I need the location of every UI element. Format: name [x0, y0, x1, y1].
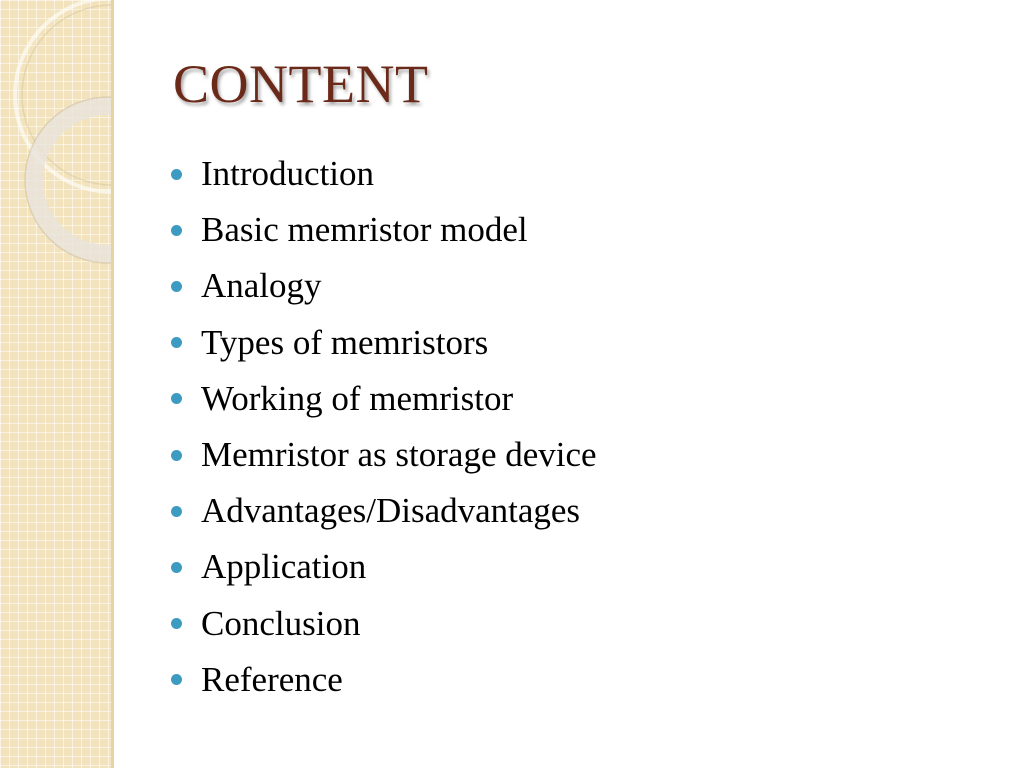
list-item-text: Basic memristor model [201, 210, 528, 250]
list-item-text: Reference [201, 659, 343, 699]
bullet-marker-icon [171, 506, 182, 517]
list-item [171, 202, 597, 258]
side-panel-edge [111, 0, 114, 768]
list-item [171, 427, 597, 483]
slide-title: CONTENT [173, 54, 429, 114]
list-item [171, 652, 597, 708]
decorative-side-panel [0, 0, 114, 768]
list-item [171, 258, 597, 314]
list-item [171, 146, 597, 202]
decorative-rings [0, 0, 114, 768]
list-item [171, 483, 597, 539]
bullet-marker-icon [171, 562, 182, 573]
bullet-marker-icon [171, 337, 182, 348]
bullet-marker-icon [171, 393, 182, 404]
list-item-text: Types of memristors [201, 322, 489, 362]
bullet-marker-icon [171, 450, 182, 461]
list-item [171, 315, 597, 371]
list-item-text: Working of memristor [201, 378, 514, 418]
list-item [171, 539, 597, 595]
list-item-text: Conclusion [201, 603, 361, 643]
list-item-text: Advantages/Disadvantages [201, 491, 581, 531]
list-item [171, 371, 597, 427]
list-item-text: Analogy [201, 266, 322, 306]
list-item-text: Introduction [201, 154, 375, 194]
list-item [171, 596, 597, 652]
bullet-marker-icon [171, 618, 182, 629]
bullet-list [171, 146, 597, 708]
bullet-marker-icon [171, 225, 182, 236]
bullet-marker-icon [171, 169, 182, 180]
bullet-marker-icon [171, 281, 182, 292]
bullet-marker-icon [171, 674, 182, 685]
list-item-text: Application [201, 547, 367, 587]
list-item-text: Memristor as storage device [201, 435, 597, 475]
